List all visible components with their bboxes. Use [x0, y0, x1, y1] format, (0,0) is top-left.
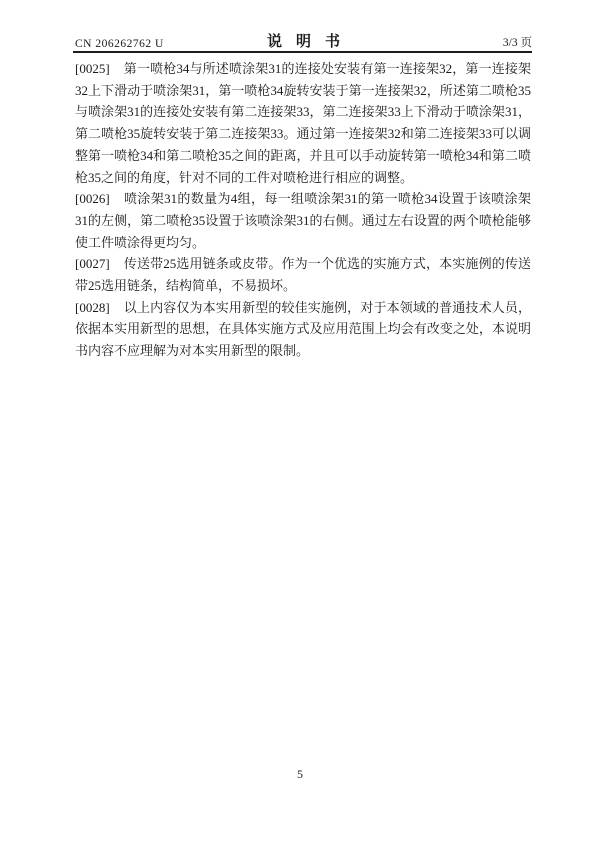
header-rule: [73, 51, 532, 53]
document-number: CN 206262762 U: [75, 38, 164, 50]
paragraph-0025: [75, 58, 531, 188]
page-header: [75, 30, 532, 50]
paragraph-number: [0028]: [75, 299, 110, 315]
paragraph-0028: [75, 297, 531, 362]
paragraph-text: 第一喷枪34与所述喷涂架31的连接处安装有第一连接架32，第一连接架32上下滑动于喷涂架31，第一喷枪34旋转安装于第一连接架32，所述第二喷枪35与喷涂架31的连接处安装有第二连接架33，第二连接架33上下滑动于喷涂架31，第二喷枪35旋转安装于第二连接架33。通过第一连接架32和第二连接架33可以调整第一喷枪34和第二喷枪35之间的距离，并且可以手动旋转第一喷枪34和第二喷枪35之间的角度，针对不同的工件对喷枪进行相应的调整。: [75, 61, 531, 185]
paragraph-0027: [75, 253, 531, 296]
paragraph-number: [0027]: [75, 256, 110, 272]
page-indicator: 3/3 页: [502, 37, 532, 49]
paragraph-number: [0025]: [75, 61, 110, 76]
paragraph-text: 以上内容仅为本实用新型的较佳实施例，对于本领域的普通技术人员，依据本实用新型的思想，在具体实施方式及应用范围上均会有改变之处，本说明书内容不应理解为对本实用新型的限制。: [75, 299, 531, 359]
page-footer: [0, 767, 600, 782]
paragraph-number: [0026]: [75, 191, 110, 207]
document-body: [75, 58, 531, 362]
paragraph-text: 喷涂架31的数量为4组，每一组喷涂架31的第一喷枪34设置于该喷涂架31的左侧，第二喷枪35设置于该喷涂架31的右侧。通过左右设置的两个喷枪能够使工件喷涂得更均匀。: [75, 191, 531, 250]
paragraph-text: 传送带25选用链条或皮带。作为一个优选的实施方式，本实施例的传送带25选用链条，结构简单，不易损坏。: [75, 256, 531, 294]
paragraph-0026: [75, 188, 531, 253]
page-number: 5: [297, 767, 303, 781]
document-title: 说明书: [266, 34, 355, 50]
